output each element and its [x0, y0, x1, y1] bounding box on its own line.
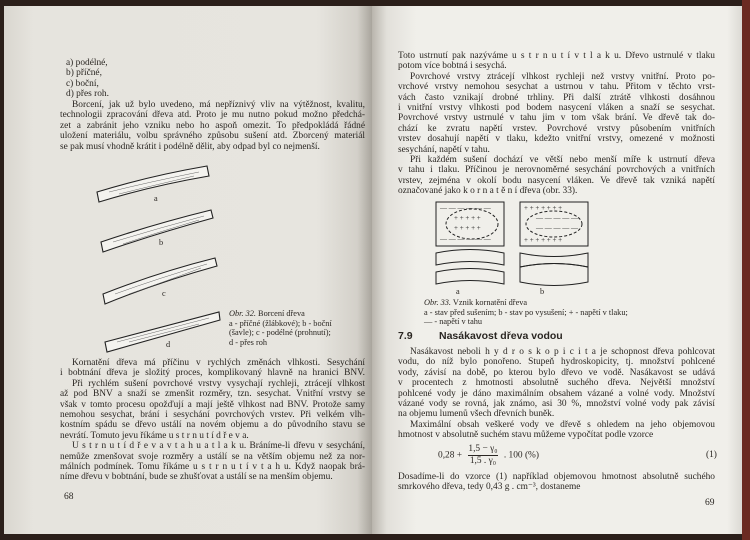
svg-text:— — — — — —: — — — — — — — [440, 235, 491, 243]
text-line: Kornatění dřeva má příčinu v rychlých změnách vlhkosti. Sesychání — [72, 358, 365, 368]
text-line: i bobtnání dřeva je složitý proces, komplikovaný hlavně na hranici BNV. — [60, 368, 365, 379]
figure-label-b: b — [159, 238, 164, 247]
svg-text:— — — — — —: — — — — — — — [440, 204, 491, 212]
paragraph-ustrnuti — [398, 51, 715, 196]
svg-text:— — — — —: — — — — — — [536, 224, 578, 232]
page-number: 68 — [64, 492, 74, 502]
paragraph-kornateni — [60, 358, 365, 483]
caption-title: Borcení dřeva — [258, 309, 305, 318]
caption-line: (šavle); c - podélné (prohnutí); — [229, 328, 331, 338]
text-line: zet a zabránit jeho vzniku nebo ho aspoň omezit. To předpokládá řádné — [60, 120, 365, 131]
figure-33-caption — [424, 298, 628, 327]
text-line: níme dřevu v bobtnání, bude se zhušťovat a ustálí se na menším objemu. — [60, 472, 333, 483]
caption-line: a - příčné (žlábkové); b - boční — [229, 318, 332, 328]
text-line: Dosadíme-li do vzorce (1) například objemovou hmotnost absolutně suchého — [398, 472, 715, 482]
text-line: až pod BNV a snaží se zmenšit rozměry, tzn. sesychat. Vnitřní vrstvy se — [60, 389, 365, 400]
text-line: kostním spádu se dřevo ustálí na novém objemu a do původního stavu se — [60, 420, 365, 431]
figure-label-a: a — [456, 287, 460, 296]
figure-label-a: a — [154, 194, 158, 203]
text-line: vrstev dosahují napětí v tlaku, kdežto vnitřní vrstvy, omezené v možnosti — [398, 134, 715, 145]
text-line: vody, závisí na době, po kterou bylo dřevo ve vodě. Nasákavost se udává — [398, 367, 715, 378]
text-line: Maximální obsah veškeré vody ve dřevě s ohledem na jeho objemovou — [410, 419, 715, 430]
text-line: označované jako k o r n a t ě n í dřeva (obr. 33). — [398, 186, 578, 197]
list-item: d) přes roh. — [66, 89, 109, 100]
figure-label-b: b — [540, 287, 545, 296]
list-item: b) příčné, — [66, 68, 102, 79]
list-item: c) boční, — [66, 78, 99, 89]
text-line: chází ke zvratu napětí vrstev. Povrchové vrstvy působením vnitřních — [398, 123, 715, 134]
left-page — [4, 6, 372, 534]
section-number: 7.9 — [398, 330, 413, 342]
page-number: 69 — [705, 498, 715, 508]
figure-32-warped-boards — [89, 154, 234, 359]
formula-tail: . 100 (%) — [503, 450, 539, 461]
text-line: Povrchové vrstvy ztrácejí vlhkost rychleji než vrstvy vnitřní. Proto po- — [410, 71, 715, 82]
warp-type-list — [60, 58, 365, 100]
text-line: potom více bobtná i sesychá. — [398, 61, 507, 72]
svg-text:+ + + + +: + + + + + — [454, 214, 481, 222]
text-line: v tahu i tlaku. Příčinou je nerovnoměrné sesychání povrchových a vnitřních — [398, 165, 715, 176]
caption-line: d - přes roh — [229, 337, 268, 347]
figure-label-d: d — [166, 340, 171, 349]
formula-number: (1) — [706, 450, 717, 460]
formula-numerator: 1,5 − γ₀ — [468, 444, 498, 454]
text-line: málních podmínek. Tomu říkáme u s t r n u t í v t a h u. Když naopak brá- — [60, 461, 365, 472]
text-line: vrstev, zejména v okolí bodu nasycení vláken. Ve dřevě tak vzniká napětí — [398, 175, 715, 186]
list-item: a) podélné, — [66, 58, 108, 68]
text-line: však v tomto procesu opožďují a mají ještě vlhkost nad BNV. Protože samy — [60, 399, 365, 410]
text-line: Borcení, jak už bylo uvedeno, má nepříznivý vliv na výtěžnost, kvalitu, — [72, 100, 365, 110]
text-line: hmotnost v absolutně suchém stavu můžeme vypočítat podle vzorce — [398, 430, 654, 441]
text-line: Toto ustrnutí pak nazýváme u s t r n u t í v t l a k u. Dřevo ustrnulé v tlaku — [398, 51, 715, 61]
caption-line: — - napětí v tahu — [424, 317, 483, 327]
formula-denominator: 1,5 . γ₀ — [469, 456, 497, 466]
text-line: se pak musí vhodně krátit i podélně dělit, aby odpad byl co nejmenší. — [60, 141, 320, 152]
text-line: nemůže zmenšovat svoje rozměry a ustálí se na větším objemu než za nor- — [60, 451, 365, 462]
text-line: sesychání, napětí v tahu. — [398, 144, 490, 155]
formula-lead: 0,28 + — [438, 450, 463, 461]
text-line: nevrátí. Tomuto jevu říkáme u s t r n u t í d ř e v a. — [60, 430, 249, 441]
text-line: Při každém sušení dochází ve větší nebo menší míře k ustrnutí dřeva — [410, 154, 715, 165]
svg-text:— — — — —: — — — — — — [536, 214, 578, 222]
formula — [438, 444, 539, 467]
caption-prefix: Obr. 32. — [229, 309, 256, 318]
right-page — [372, 6, 742, 534]
text-line: Nasákavost neboli h y d r o s k o p i c i t a je schopnost dřeva pohlcovat — [410, 347, 715, 357]
caption-prefix: Obr. 33. — [424, 298, 451, 307]
text-line: smrkového dřeva, tedy 0,43 g . cm⁻³, dostaneme — [398, 482, 581, 493]
svg-text:+ + + + + + +: + + + + + + + — [524, 204, 563, 212]
text-line: U s t r n u t í d ř e v a v t a h u a t l a k u. Bráníme-li dřevu v sesychání, — [72, 441, 365, 452]
text-line: vázané vody se rovná, jak známo, asi 30 %, množství volné vody pak závisí — [398, 398, 715, 409]
paragraph-warping — [60, 100, 365, 152]
paragraph-dosadime — [398, 472, 715, 493]
figure-32-caption — [229, 309, 332, 347]
text-line: v procentech z hmotnosti absolutně suchého dřeva. Největší množství — [398, 378, 715, 389]
text-line: vách často vznikají drobné trhliny. Při další ztrátě vlhkosti dosáhnou — [398, 92, 715, 103]
text-line: Povrchové vrstvy ustrnulé v tahu jim v tom však brání. Ve dřevě tak do- — [398, 113, 715, 124]
caption-line: a - stav před sušením; b - stav po vysušení; + - napětí v tlaku; — [424, 307, 628, 317]
book-cover-edge — [742, 0, 750, 540]
section-title: Nasákavost dřeva vodou — [439, 330, 563, 342]
svg-text:+ + + + + + +: + + + + + + + — [524, 236, 563, 244]
text-line: pohlcené vody je dáno maximálním obsahem vázané a volné vody. Množství — [398, 388, 715, 399]
text-line: na objemu lumenů všech dřevních buněk. — [398, 409, 555, 420]
caption-title: Vznik kornatění dřeva — [452, 298, 528, 307]
text-line: uložení materiálu, volbu správného způsobu sušení atd. Zborcený materiál — [60, 131, 365, 142]
text-line: vrchové vrstvy nemohou sesychat a ustrnou v tahu. Přitom v těchto vrst- — [398, 82, 715, 93]
text-line: i vnitřní vrstvy vlhkosti pod bodem nasycení vláken a snaží se sesychat. — [398, 102, 715, 113]
text-line: Při rychlém sušení povrchové vrstvy vysychají rychleji, ztrácejí vlhkost — [72, 378, 365, 389]
text-line: nemohou sesychat, brání i sesychání povrchových vrstev. Při velkém vlh- — [60, 409, 365, 420]
figure-33-stress-diagram — [432, 200, 592, 290]
figure-label-c: c — [162, 289, 166, 298]
paragraph-nasakavost — [398, 347, 715, 441]
text-line: vodu, do níž bylo ponořeno. Stupeň hydroskopicity, tj. množství pohlcené — [398, 357, 715, 368]
text-line: technologii zpracování dřeva atd. Proto je mu nutno pokud možno předchá- — [60, 110, 365, 121]
svg-text:+ + + + +: + + + + + — [454, 224, 481, 232]
formula-fraction — [468, 444, 497, 467]
